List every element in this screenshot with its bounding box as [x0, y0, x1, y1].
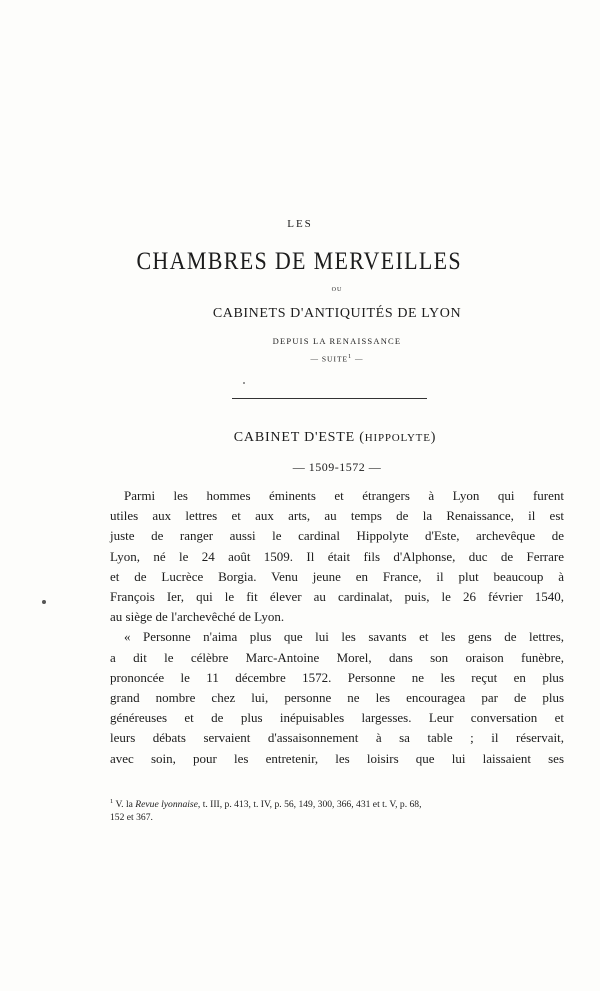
body-line: « Personne n'aima plus que lui les savants et les gens de lettres, — [124, 629, 564, 645]
section-divider — [232, 398, 427, 399]
footnote-line-2: 152 et 367. — [110, 812, 153, 824]
body-line: avec soin, pour les entretenir, les loisirs que lui laissaient ses — [110, 750, 564, 766]
section-title-name: HIPPOLYTE — [364, 432, 431, 444]
footnote-line-1 — [110, 795, 560, 811]
body-line: prononcée le 11 décembre 1572. Personne ne les reçut en plus — [110, 669, 564, 685]
section-dates: — 1509-1572 — — [292, 460, 382, 474]
body-line: a dit le célèbre Marc-Antoine Morel, dans son oraison funèbre, — [110, 649, 564, 665]
heading-ou: OU — [331, 287, 343, 293]
suite-prefix: — SUITE — [310, 354, 349, 364]
footnote-mark: 1 — [110, 798, 114, 805]
footnote — [110, 795, 560, 824]
suite-label — [0, 354, 600, 364]
body-text — [110, 486, 564, 769]
section-title-close: ) — [430, 430, 437, 445]
subtitle-depuis: DEPUIS LA RENAISSANCE — [272, 336, 402, 346]
print-speck — [243, 382, 245, 384]
body-line: utiles aux lettres et aux arts, au temps de la Renaissance, il est — [110, 508, 564, 524]
section-title-main: CABINET D'ESTE ( — [233, 430, 365, 445]
body-line: François Ier, qui le fit élever au cardinalat, puis, le 26 février 1540, — [110, 589, 564, 605]
heading-les: LES — [287, 218, 313, 230]
body-line: leurs débats servaient d'assaisonnement à sa table ; il réservait, — [110, 730, 564, 746]
footnote-journal-title: Revue lyonnaise — [135, 799, 198, 811]
body-line: grand nombre chez lui, personne ne les encouragea par de plus — [110, 690, 564, 706]
body-line: Parmi les hommes éminents et étrangers à Lyon qui furent — [124, 488, 564, 503]
footnote-text-b: , t. III, p. 413, t. IV, p. 56, 149, 300, 366, 431 et t. V, p. 68, — [197, 799, 422, 811]
suite-suffix: — — [352, 354, 364, 364]
main-title: CHAMBRES DE MERVEILLES — [136, 248, 462, 275]
body-line: et de Lucrèce Borgia. Venu jeune en France, il plut beaucoup à — [110, 568, 564, 584]
suite-footnote-mark: 1 — [348, 354, 353, 360]
body-line: juste de ranger aussi le cardinal Hippolyte d'Este, archevêque de — [110, 528, 564, 544]
body-line: généreuses et de plus inépuisables largesses. Leur conversation et — [110, 710, 564, 726]
subtitle: CABINETS D'ANTIQUITÉS DE LYON — [212, 306, 462, 321]
body-line: au siège de l'archevêché de Lyon. — [110, 609, 285, 625]
body-line: Lyon, né le 24 août 1509. Il était fils d'Alphonse, duc de Ferrare — [110, 548, 564, 564]
footnote-text-a: V. la — [113, 799, 136, 811]
margin-speck — [42, 600, 46, 604]
section-title — [0, 430, 600, 446]
